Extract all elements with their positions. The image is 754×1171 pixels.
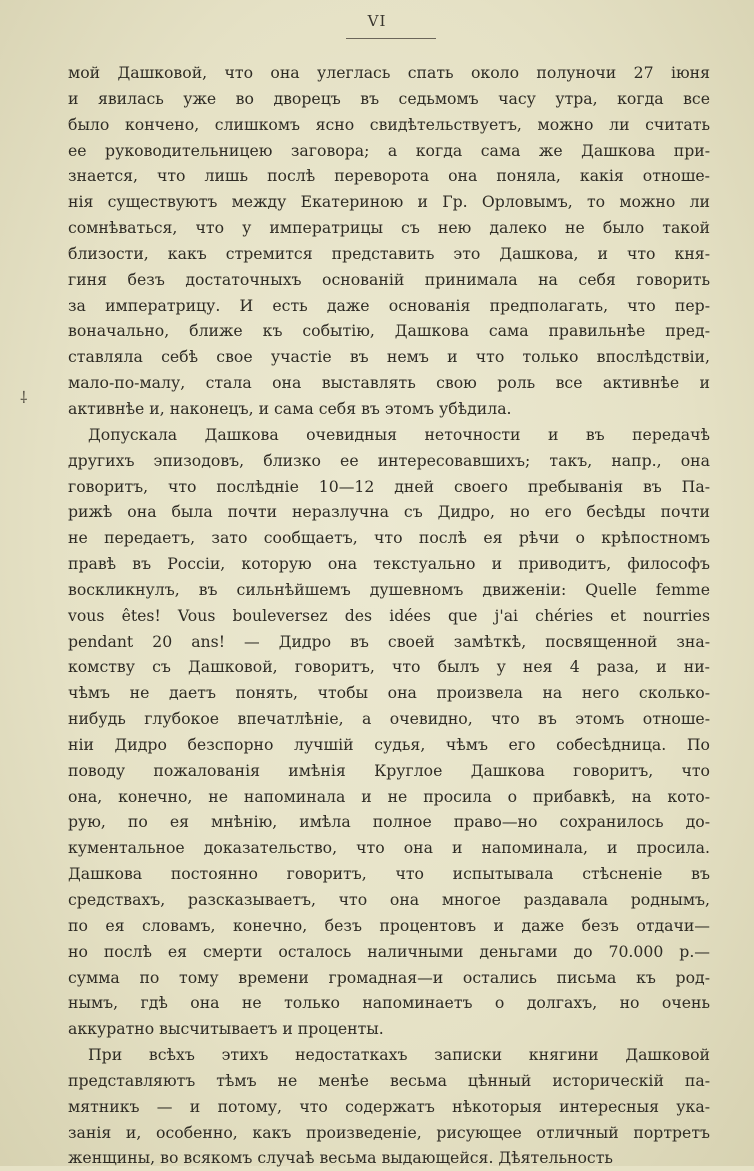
text-line: рижѣ она была почти неразлучна съ Дидро, но его бесѣды почти [68, 502, 710, 522]
text-line: занія и, особенно, какъ произведеніе, рисующее отличный портретъ [68, 1122, 710, 1142]
text-line: воскликнулъ, въ сильнѣйшемъ душевномъ движеніи: Quelle femme [68, 579, 710, 599]
text-line: представляютъ тѣмъ не менѣе весьма цѣнный историческій па- [68, 1070, 710, 1090]
text-line: мало-по-малу, стала она выставлять свою роль все активнѣе и [68, 373, 710, 393]
text-line: нибудь глубокое впечатлѣніе, а очевидно, что въ этомъ отноше- [68, 709, 710, 729]
text-line: гиня безъ достаточныхъ основаній принимала на себя говорить [68, 269, 710, 289]
text-line: средствахъ, разсказываетъ, что она многое раздавала роднымъ, [68, 890, 710, 909]
text-line: другихъ эпизодовъ, близко ее интересовавшихъ; такъ, напр., она [68, 450, 710, 470]
text-line: близости, какъ стремится представить это Дашкова, и что кня- [68, 243, 710, 263]
text-line: аккуратно высчитываетъ и проценты. [68, 1019, 384, 1039]
text-line: кументальное доказательство, что она и напоминала, и просила. [68, 838, 710, 858]
text-line: комству съ Дашковой, говоритъ, что былъ у нея 4 раза, и ни- [68, 657, 710, 677]
text-line: но послѣ ея смерти осталось наличными деньгами до 70.000 р.— [68, 941, 710, 961]
text-line: она, конечно, не напоминала и не просила о прибавкѣ, на кото- [68, 786, 710, 806]
text-line: ставляла себѣ свое участіе въ немъ и что только впослѣдствіи, [68, 347, 710, 367]
text-line: говоритъ, что послѣдніе 10—12 дней своего пребыванія въ Па- [68, 476, 710, 496]
text-line: сомнѣваться, что у императрицы съ нею далеко не было такой [68, 218, 710, 238]
text-line: мой Дашковой, что она улеглась спать около полуночи 27 іюня [68, 63, 710, 82]
body-text [68, 60, 710, 1171]
text-line: Дашкова постоянно говоритъ, что испытывала стѣсненіе въ [68, 864, 710, 884]
text-line: Допускала Дашкова очевидныя неточности и въ передачѣ [88, 424, 710, 444]
text-line: нымъ, гдѣ она не только напоминаетъ о долгахъ, но очень [68, 993, 710, 1013]
text-line: рую, по ея мнѣнію, имѣла полное право—но сохранилось до- [68, 812, 710, 832]
text-line: vous êtes! Vous bouleversez des idées que j'ai chéries et nourries [68, 605, 710, 625]
text-line: pendant 20 ans! — Дидро въ своей замѣткѣ, посвященной зна- [68, 631, 710, 651]
text-line: чѣмъ не даетъ понять, чтобы она произвела на него сколько- [68, 683, 710, 703]
text-line: поводу пожалованія имѣнія Круглое Дашкова говоритъ, что [68, 760, 710, 780]
text-line: мятникъ — и потому, что содержатъ нѣкоторыя интересныя ука- [68, 1096, 710, 1116]
header-rule [346, 38, 436, 39]
text-line: не передаетъ, зато сообщаетъ, что послѣ ея рѣчи о крѣпостномъ [68, 528, 710, 548]
text-line: и явилась уже во дворецъ въ седьмомъ часу утра, когда все [68, 88, 710, 108]
text-line: нія существуютъ между Екатериною и Гр. Орловымъ, то можно ли [68, 192, 710, 212]
text-line: по ея словамъ, конечно, безъ процентовъ и даже безъ отдачи— [68, 915, 710, 935]
text-line: за императрицу. И есть даже основанія предполагать, что пер- [68, 295, 710, 315]
text-line: знается, что лишь послѣ переворота она поняла, какія отноше- [68, 166, 710, 186]
text-line: женщины, во всякомъ случаѣ весьма выдающейся. Дѣятельность [68, 1148, 613, 1168]
text-line: ее руководительницею заговора; а когда сама же Дашкова при- [68, 140, 710, 160]
text-line: было кончено, слишкомъ ясно свидѣтельствуетъ, можно ли считать [68, 114, 710, 134]
text-line: сумма по тому времени громадная—и остались письма къ род- [68, 967, 710, 987]
text-line: воначально, ближе къ событію, Дашкова сама правильнѣе пред- [68, 321, 710, 341]
text-line: ніи Дидро безспорно лучшій судья, чѣмъ его собесѣдница. По [68, 734, 710, 754]
margin-mark: ⸸ [20, 388, 28, 407]
text-line: активнѣе и, наконецъ, и сама себя въ этомъ убѣдила. [68, 398, 512, 418]
page-number: VI [367, 12, 387, 30]
text-line: При всѣхъ этихъ недостаткахъ записки княгини Дашковой [88, 1045, 710, 1065]
text-line: правѣ въ Россіи, которую она текстуально и приводитъ, философъ [68, 554, 710, 574]
